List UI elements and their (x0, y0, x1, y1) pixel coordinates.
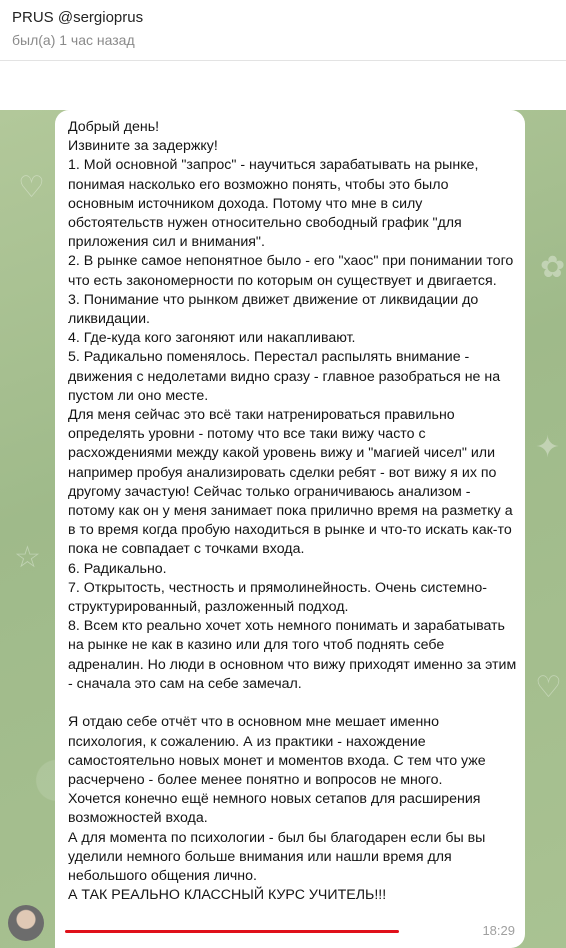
chat-area[interactable] (0, 110, 566, 948)
message-text: Добрый день! Извините за задержку! 1. Мой основной "запрос" - научиться зарабатывать на рынке, понимая насколько его возможно понять, чтобы это было основным источником дохода. Потому что мне в силу обстоятельств нужен относительно свободный график "для приложения сил и внимания". 2. В рынке самое непонятное было - его "хаос" при понимании того что есть закономерности по которым он существует и двигается. 3. Понимание что рынком движет движение от ликвидации до ликвидации. 4. Где-куда кого загоняют или накапливают. 5. Радикально поменялось. Перестал распылять внимание - движения с недолетами видно сразу - главное разобраться не на пустом ли оно месте. Для меня сейчас это всё таки натренироваться правильно определять уровни - потому что все таки вижу часто с расхождениями между какой уровень вижу и "магией чисел" или например пробуя анализировать сделки ребят - вот вижу я их по другому зачастую! Сейчас только ограничиваюсь анализом - потому как он у меня занимает пока прилично время на разметку а в то время когда пробую находиться в рынке и что-то искать как-то пока не совпадает с точками входа. 6. Радикально. 7. Открытость, честность и прямолинейность. Очень системно-структурированный, разложенный подход. 8. Всем кто реально хочет хоть немного понимать и зарабатывать на рынке не как в казино или для того чтоб поднять себе адреналин. Но люди в основном что вижу приходят именно за этим - сначала это сам на себе замечал. Я отдаю себе отчёт что в основном мне мешает именно психология, к сожалению. А из практики - нахождение самостоятельно новых монет и моментов входа. С тем что уже расчерчено - более менее понятно и вопросов не много. Хочется конечно ещё немного новых сетапов для расширения возможностей входа. А для момента по психологии - был бы благодарен если бы вы уделили немного больше внимания или нашли время для небольшого общения лично. А ТАК РЕАЛЬНО КЛАССНЫЙ КУРС УЧИТЕЛЬ!!! (68, 119, 517, 904)
pattern-heart-icon: ♡ (18, 171, 45, 204)
contact-name[interactable]: PRUS @sergioprus (12, 9, 144, 26)
pattern-heart-icon: ♡ (535, 671, 562, 704)
message-bubble[interactable] (55, 110, 525, 948)
pattern-leaf-icon: ✿ (540, 251, 566, 284)
last-seen-status: был(а) 1 час назад (12, 32, 135, 48)
message-time: 18:29 (482, 923, 515, 938)
pattern-star-icon: ☆ (14, 541, 41, 574)
pattern-star-icon: ✦ (535, 431, 561, 464)
highlight-underline (65, 930, 399, 933)
sender-avatar[interactable] (8, 905, 44, 941)
chat-header[interactable] (0, 0, 566, 61)
